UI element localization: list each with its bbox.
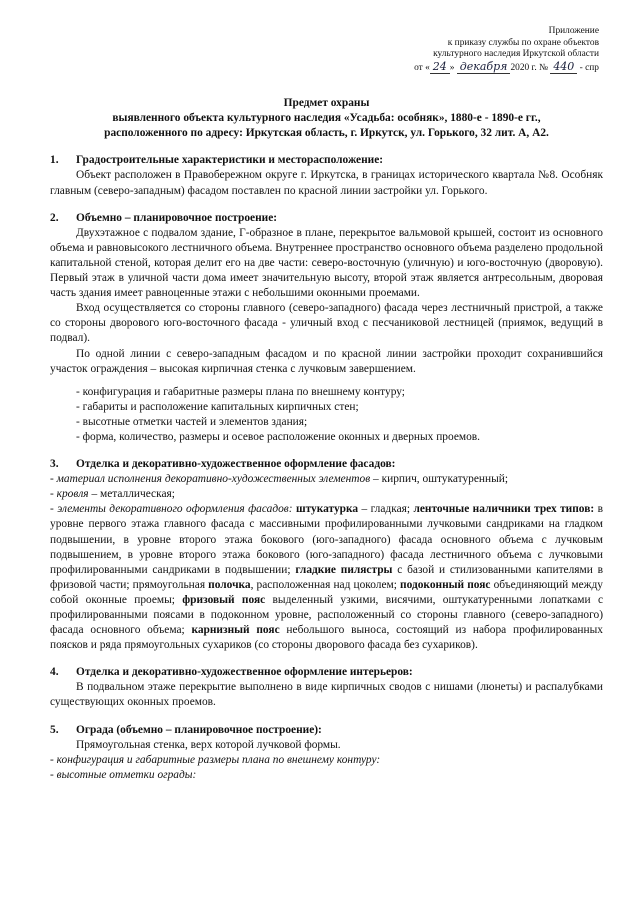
- section-2-list: [50, 385, 603, 445]
- approval-date-line: [50, 61, 599, 75]
- list-item: - высотные отметки частей и элементов здания;: [76, 415, 308, 428]
- section-5-heading: [50, 723, 603, 738]
- list-item: - габариты и расположение капитальных кирпичных стен;: [76, 400, 359, 413]
- section-2-title: Объемно – планировочное построение:: [76, 211, 278, 224]
- section-5-text: Прямоугольная стенка, верх которой лучковой формы.: [76, 738, 341, 751]
- section-3-roof-line: [50, 487, 603, 502]
- section-3-elements-paragraph: [50, 502, 603, 653]
- approval-year: 2020 г. №: [510, 62, 548, 73]
- approval-from-prefix: от «: [414, 62, 430, 73]
- section-2-paragraph-1: Двухэтажное с подвалом здание, Г-образное в плане, перекрытое вальмовой крышей, состоит из основного объема и равновысокого лестничного объема. Внутреннее пространство основного объема разделено продольной капитальной стеной, которая делит его на две части: северо-восточную (уличную) и юго-восточную (дворовую). Первый этаж в уличной части дома имеет значительную высоту, второй этаж является антресольным, дворовая часть здания имеет равноценные этажи с небольшими оконными проемами.: [50, 226, 603, 300]
- approval-line-1: Приложение: [548, 26, 599, 36]
- text-cornice-band: небольшого выноса, состоящий из набора профилированных поясков и ряда прямоугольных сухариков (со стороны дворового фасада без сухариков).: [50, 624, 603, 652]
- text-shelf: , расположенная над цоколем;: [250, 578, 401, 591]
- term-band-casings: ленточные наличники трех типов:: [413, 503, 595, 516]
- list-item: - конфигурация и габаритные размеры плана по внешнему контуру;: [76, 385, 405, 398]
- material-label: материал исполнения декоративно-художественных элементов: [56, 473, 371, 486]
- section-2-paragraph-3: По одной линии с северо-западным фасадом и по красной линии застройки проходит сохранившийся участок ограждения – высокая кирпичная стенка с лучковым завершением.: [50, 347, 603, 375]
- section-5: [50, 723, 603, 783]
- section-4-number: 4.: [50, 666, 59, 679]
- approval-line-3: культурного наследия Иркутской области: [433, 49, 599, 60]
- section-2-number: 2.: [50, 211, 59, 224]
- section-5-number: 5.: [50, 723, 59, 736]
- list-item: - форма, количество, размеры и осевое расположение оконных и дверных проемов.: [76, 430, 481, 443]
- section-5-title: Ограда (объемно – планировочное построение):: [76, 723, 322, 736]
- section-1-heading: [50, 153, 603, 168]
- section-3-material-line: [50, 472, 603, 487]
- term-shelf: полочка: [208, 578, 251, 591]
- term-pilasters: гладкие пилястры: [295, 563, 393, 576]
- approval-line-2: к приказу службы по охране объектов: [447, 37, 599, 48]
- document-title: [50, 96, 603, 141]
- handwritten-day: 24: [430, 60, 450, 74]
- approval-block: [50, 26, 603, 74]
- dash: -: [50, 473, 57, 486]
- section-4-heading: [50, 665, 603, 680]
- approval-suffix: - спр: [579, 62, 599, 73]
- roof-value: – металлическая;: [88, 488, 175, 501]
- handwritten-number: 440: [550, 60, 577, 74]
- text-stucco: – гладкая;: [358, 503, 414, 516]
- term-sill-band: подоконный пояс: [400, 578, 491, 591]
- title-line-3: расположенного по адресу: Иркутская область, г. Иркутск, ул. Горького, 32 лит. А, А2.: [104, 127, 549, 140]
- title-line-1: Предмет охраны: [283, 97, 370, 110]
- text-band-casings: в уровне первого этажа главного фасада с массивными профилированными лучковыми сандриками на гладком подвышении, в уровне второго этажа бокового (юго-западного) фасада основного объема с лучковым подвышением, в уровне второго этажа бокового (юго-западного) фасада лестничного объема с лучковыми профилированными сандриками в подвышении;: [50, 503, 603, 576]
- section-3-title: Отделка и декоративно-художественное оформление фасадов:: [76, 458, 396, 471]
- section-4: [50, 665, 603, 710]
- dash: -: [50, 488, 57, 501]
- section-4-title: Отделка и декоративно-художественное оформление интерьеров:: [76, 666, 413, 679]
- section-3: [50, 457, 603, 653]
- section-5-item-2: - высотные отметки ограды:: [50, 768, 197, 781]
- approval-quote-close: »: [449, 62, 455, 73]
- section-5-item-1: - конфигурация и габаритные размеры плана по внешнему контуру:: [50, 753, 381, 766]
- term-frieze-band: фризовый пояс: [182, 593, 266, 606]
- title-line-2: выявленного объекта культурного наследия «Усадьба: особняк», 1880-е - 1890-е гг.,: [112, 112, 541, 125]
- handwritten-month: декабря: [457, 60, 511, 74]
- section-2-paragraph-2: Вход осуществляется со стороны главного (северо-западного) фасада через лестничный пристрой, а также со стороны дворового юго-восточного фасада - уличный вход с песчаниковой лестницей (приямок, ведущий в подвал).: [50, 302, 603, 345]
- section-2: [50, 211, 603, 445]
- section-1-number: 1.: [50, 154, 59, 167]
- term-cornice-band: карнизный пояс: [191, 624, 280, 637]
- text-sill-band: объединяющий между собой оконные проемы;: [50, 578, 603, 606]
- term-stucco: штукатурка: [295, 503, 359, 516]
- elements-label: - элементы декоративного оформления фасадов:: [50, 503, 293, 516]
- section-4-text: В подвальном этаже перекрытие выполнено в виде кирпичных сводов с нишами (люнеты) и распалубками существующих оконных проемов.: [50, 681, 603, 709]
- material-value: – кирпич, оштукатуренный;: [370, 473, 508, 486]
- section-1-text: Объект расположен в Правобережном округе г. Иркутска, в границах исторического квартала №8. Особняк главным (северо-западным) фасадом поставлен по красной линии застройки ул. Горького.: [50, 169, 603, 197]
- section-1-title: Градостроительные характеристики и месторасположение:: [76, 154, 384, 167]
- roof-label: кровля: [56, 488, 89, 501]
- text-frieze-band: выделенный узкими, висячими, оштукатуренными лопатками с профилированными поясами в подоконном уровне, расположенный со стороны главного (северо-западного) фасада основного объема;: [50, 593, 603, 637]
- section-3-number: 3.: [50, 458, 59, 471]
- section-3-heading: [50, 457, 603, 472]
- section-1: [50, 153, 603, 198]
- section-2-heading: [50, 211, 603, 226]
- text-pilasters: с базой и стилизованными капителями в фризовой части; прямоугольная: [50, 563, 604, 591]
